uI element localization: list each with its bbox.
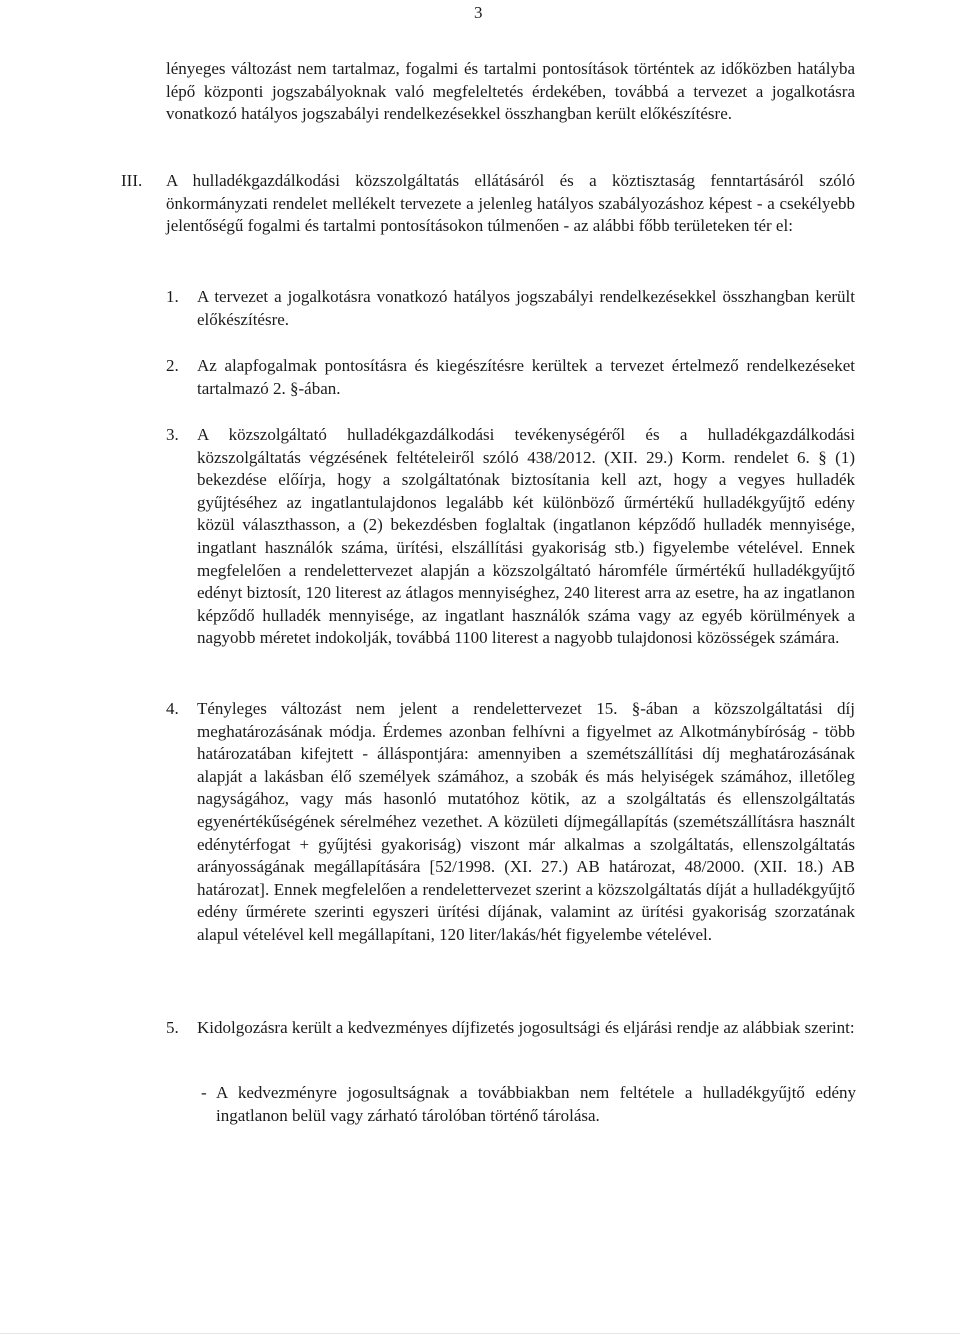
intro-paragraph: lényeges változást nem tartalmaz, fogalmi és tartalmi pontosítások történtek az időközben hatályba lépő központi jogszabályoknak való megfeleltetés érdekében, továbbá a tervezet a jogalkotásra vonatkozó hatályos jogszabályi rendelkezésekkel összhangban került előkészítésre. [166,59,855,124]
list-item-text: A közszolgáltató hulladékgazdálkodási tevékenységéről és a hulladékgazdálkodási közszolgáltatás végzésének feltételeiről szóló 438/2012. (XII. 29.) Korm. rendelet 6. § (1) bekezdése előírja, hogy a szolgáltatónak biztosítania kell azt, hogy a vegyes hulladék gyűjtéséhez az ingatlantulajdonos legalább két különböző űrmértékű hulladékgyűjtő edény közül választhasson, a (2) bekezdésben foglaltak (ingatlanon képződő hulladék mennyisége, ingatlant használók száma, ürítési, elszállítási gyakoriság stb.) figyelembe vételével. Ennek megfelelően a rendelettervezet alapján a közszolgáltató háromféle űrmértékű hulladékgyűjtő edényt biztosít, 120 literest az átlagos mennyiséghez, 240 literest arra az esetre, ha az ingatlanon képződő hulladék mennyisége, az ingatlant használók száma vagy az egyéb körülmények a nagyobb méretet indokolják, továbbá 1100 literest a nagyobb tulajdonosi közösségek számára. [197,425,855,648]
section-paragraph: A hulladékgazdálkodási közszolgáltatás ellátásáról és a köztisztaság fenntartásáról szóló önkormányzati rendelet mellékelt tervezete a jelenleg hatályos szabályozáshoz képest - a csekélyebb jelentőségű fogalmi és tartalmi pontosításokon túlmenően - az alábbi főbb területeken tér el: [166,171,855,236]
sub-list-dash: - [201,1083,207,1102]
list-item-number: 5. [166,1018,179,1037]
list-item-text: Tényleges változást nem jelent a rendelettervezet 15. §-ában a közszolgáltatási díj meghatározásának módja. Érdemes azonban felhívni a figyelmet az Alkotmánybíróság - több határozatában kifejtett - álláspontjára: amennyiben a szemétszállítási díj meghatározásának alapját a lakásban élő személyek számához, a szobák és más helyiségek számához, illetőleg nagyságához, vagy más hasonló mutatóhoz kötik, az a szolgáltatás és ellenszolgáltatás egyenértékűségének sérelméhez vezethet. A közületi díjmegállapítás (szemétszállításra használt edénytérfogat + gyűjtési gyakoriság) viszont már alkalmas a szolgáltatás, ellenszolgáltatás arányosságának megállapítására [52/1998. (XI. 27.) AB határozat, 48/2000. (XII. 18.) AB határozat]. Ennek megfelelően a rendelettervezet szerint a közszolgáltatás díját a hulladékgyűjtő edény űrmérete szerinti egyszeri ürítési díjának, valamint az ürítési gyakoriság szorzatának alapul vételével kell megállapítani, 120 liter/lakás/hét figyelembe vételével. [197,699,855,944]
list-item-number: 3. [166,425,179,444]
list-item-4 [166,698,855,947]
page-number: 3 [474,3,483,22]
list-item-text: Az alapfogalmak pontosításra és kiegészítésre kerültek a tervezet értelmező rendelkezéseket tartalmazó 2. §-ában. [197,356,855,398]
list-item-text: Kidolgozásra került a kedvezményes díjfizetés jogosultsági és eljárási rendje az alábbiak szerint: [197,1018,855,1037]
list-item-5 [166,1017,855,1040]
sub-list-item [201,1082,856,1127]
list-item-number: 2. [166,356,179,375]
sub-list-text: A kedvezményre jogosultságnak a továbbiakban nem feltétele a hulladékgyűjtő edény ingatlanon belül vagy zárható tárolóban történő tárolása. [216,1083,856,1125]
list-item-1 [166,286,855,331]
list-item-2 [166,355,855,400]
section-number: III. [121,171,143,190]
list-item-number: 1. [166,287,179,306]
list-item-3 [166,424,855,650]
list-item-text: A tervezet a jogalkotásra vonatkozó hatályos jogszabályi rendelkezésekkel összhangban került előkészítésre. [197,287,855,329]
list-item-number: 4. [166,699,179,718]
footer-rule [0,1333,960,1334]
